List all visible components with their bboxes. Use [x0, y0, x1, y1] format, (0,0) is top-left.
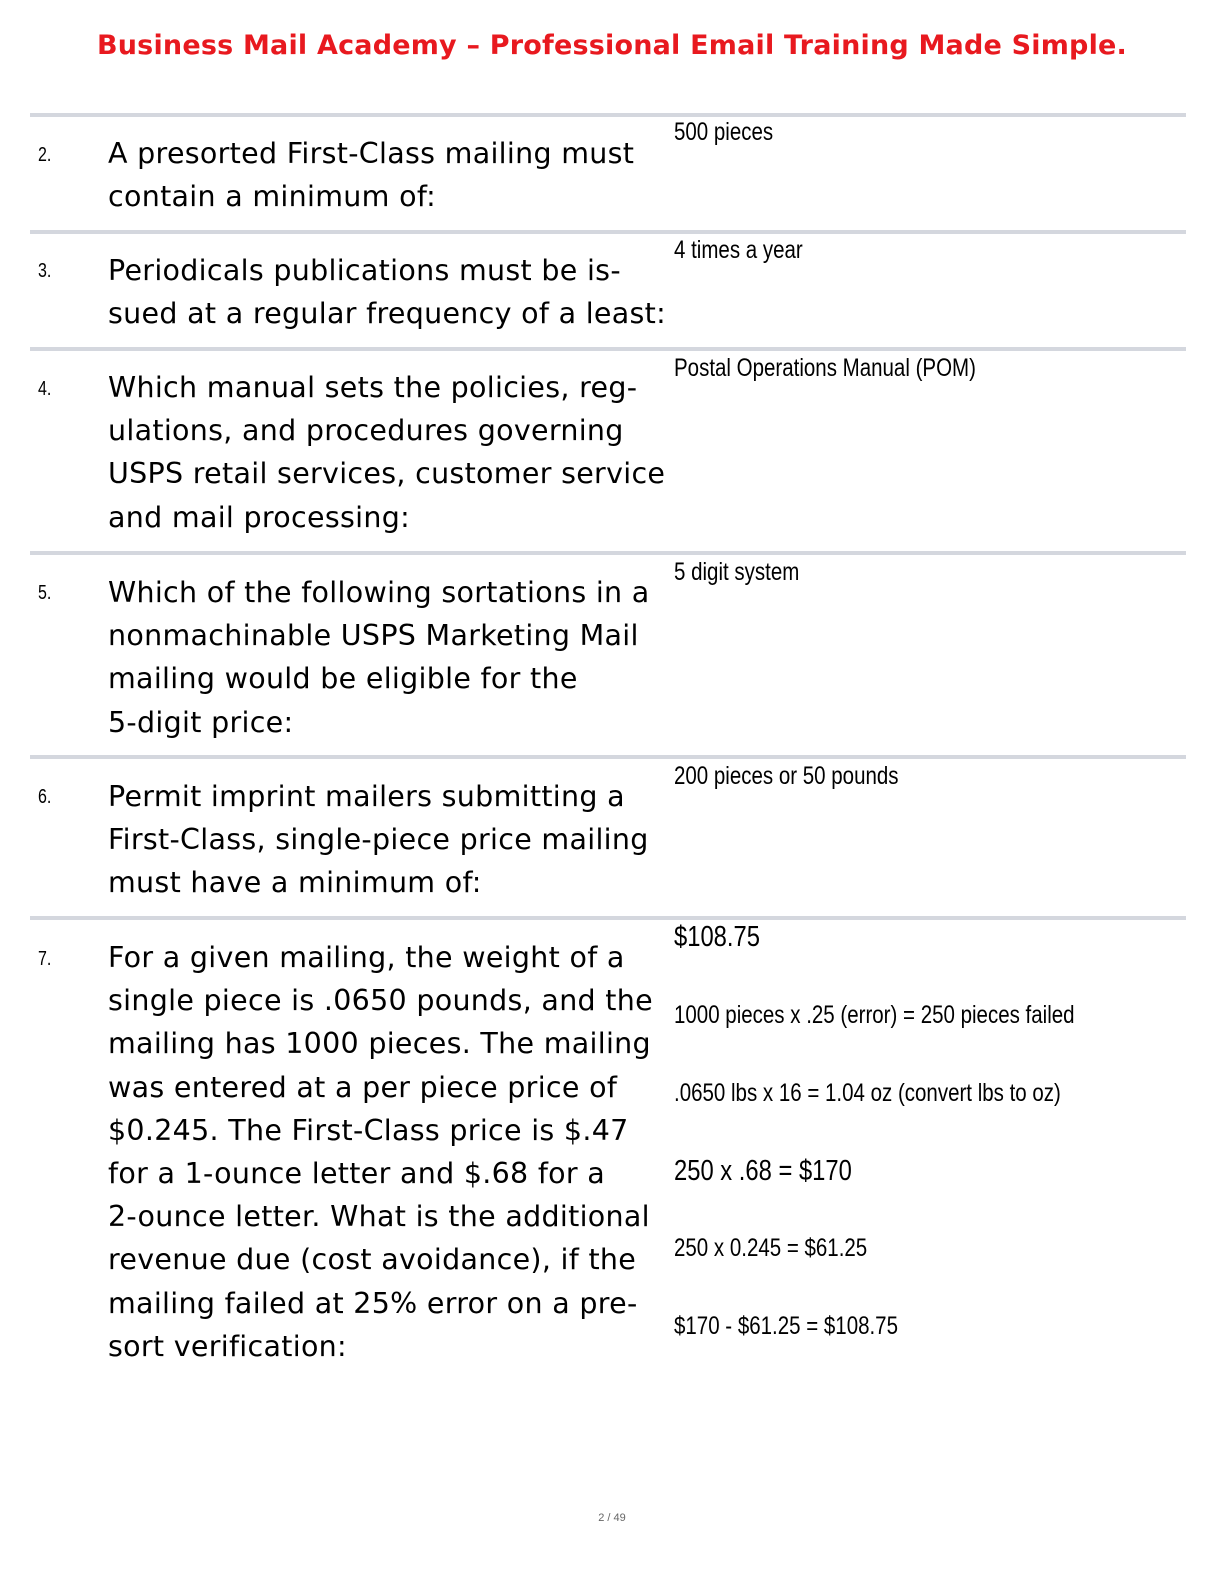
answer-text: $108.75: [674, 921, 760, 953]
question-number: 4.: [38, 378, 52, 400]
question-line: 5-digit price:: [108, 705, 294, 739]
divider: [30, 916, 1186, 920]
question-line: First-Class, single-piece price mailing: [108, 823, 649, 857]
answer-text: 200 pieces or 50 pounds: [674, 762, 899, 790]
page-title: Business Mail Academy – Professional Email Training Made Simple.: [96, 30, 1128, 61]
question-text: [108, 249, 668, 335]
question-line: for a 1-ounce letter and $.68 for a: [108, 1157, 606, 1191]
calculation-step: 250 x 0.245 = $61.25: [674, 1234, 868, 1262]
question-line: Permit imprint mailers submitting a: [108, 780, 625, 813]
question-line: revenue due (cost avoidance), if the: [108, 1243, 637, 1277]
question-line: sort verification:: [108, 1329, 347, 1363]
question-number: 6.: [38, 786, 52, 808]
divider: [30, 755, 1186, 759]
question-line: must have a minimum of:: [108, 866, 482, 900]
calculation-step: 1000 pieces x .25 (error) = 250 pieces failed: [674, 1001, 1075, 1029]
calculation-step: 250 x .68 = $170: [674, 1155, 852, 1187]
question-line: mailing has 1000 pieces. The mailing: [108, 1027, 651, 1061]
question-line: sued at a regular frequency of a least:: [108, 297, 667, 331]
question-number: 5.: [38, 582, 52, 604]
page-number: 2 / 49: [598, 1512, 626, 1524]
question-text: [108, 366, 668, 539]
question-line: and mail processing:: [108, 500, 410, 534]
question-line: Which manual sets the policies, reg-: [108, 371, 638, 404]
question-line: nonmachinable USPS Marketing Mail: [108, 619, 639, 653]
question-text: [108, 571, 668, 744]
question-line: USPS retail services, customer service: [108, 457, 666, 491]
question-line: A presorted First-Class mailing must: [108, 137, 635, 170]
question-number: 7.: [38, 948, 52, 970]
question-line: ulations, and procedures governing: [108, 414, 624, 448]
question-text: [108, 132, 668, 218]
divider: [30, 347, 1186, 351]
answer-text: Postal Operations Manual (POM): [674, 354, 976, 382]
question-line: 2-ounce letter. What is the additional: [108, 1200, 650, 1234]
question-line: was entered at a per piece price of: [108, 1070, 618, 1104]
question-line: Periodicals publications must be is-: [108, 254, 621, 287]
question-line: $0.245. The First-Class price is $.47: [108, 1113, 629, 1147]
divider: [30, 113, 1186, 117]
divider: [30, 551, 1186, 555]
question-line: mailing would be eligible for the: [108, 662, 578, 696]
calculation-step: .0650 lbs x 16 = 1.04 oz (convert lbs to oz): [674, 1079, 1061, 1107]
question-number: 2.: [38, 144, 52, 166]
answer-text: 5 digit system: [674, 558, 800, 586]
calculation-step: $170 - $61.25 = $108.75: [674, 1312, 899, 1340]
divider: [30, 230, 1186, 234]
question-text: [108, 775, 668, 905]
question-number: 3.: [38, 260, 52, 282]
answer-text: 500 pieces: [674, 118, 774, 146]
question-line: For a given mailing, the weight of a: [108, 941, 625, 974]
question-text: [108, 936, 668, 1368]
question-line: contain a minimum of:: [108, 180, 437, 214]
question-line: single piece is .0650 pounds, and the: [108, 984, 653, 1018]
question-line: Which of the following sortations in a: [108, 576, 650, 609]
question-line: mailing failed at 25% error on a pre-: [108, 1286, 638, 1320]
answer-text: 4 times a year: [674, 236, 803, 264]
